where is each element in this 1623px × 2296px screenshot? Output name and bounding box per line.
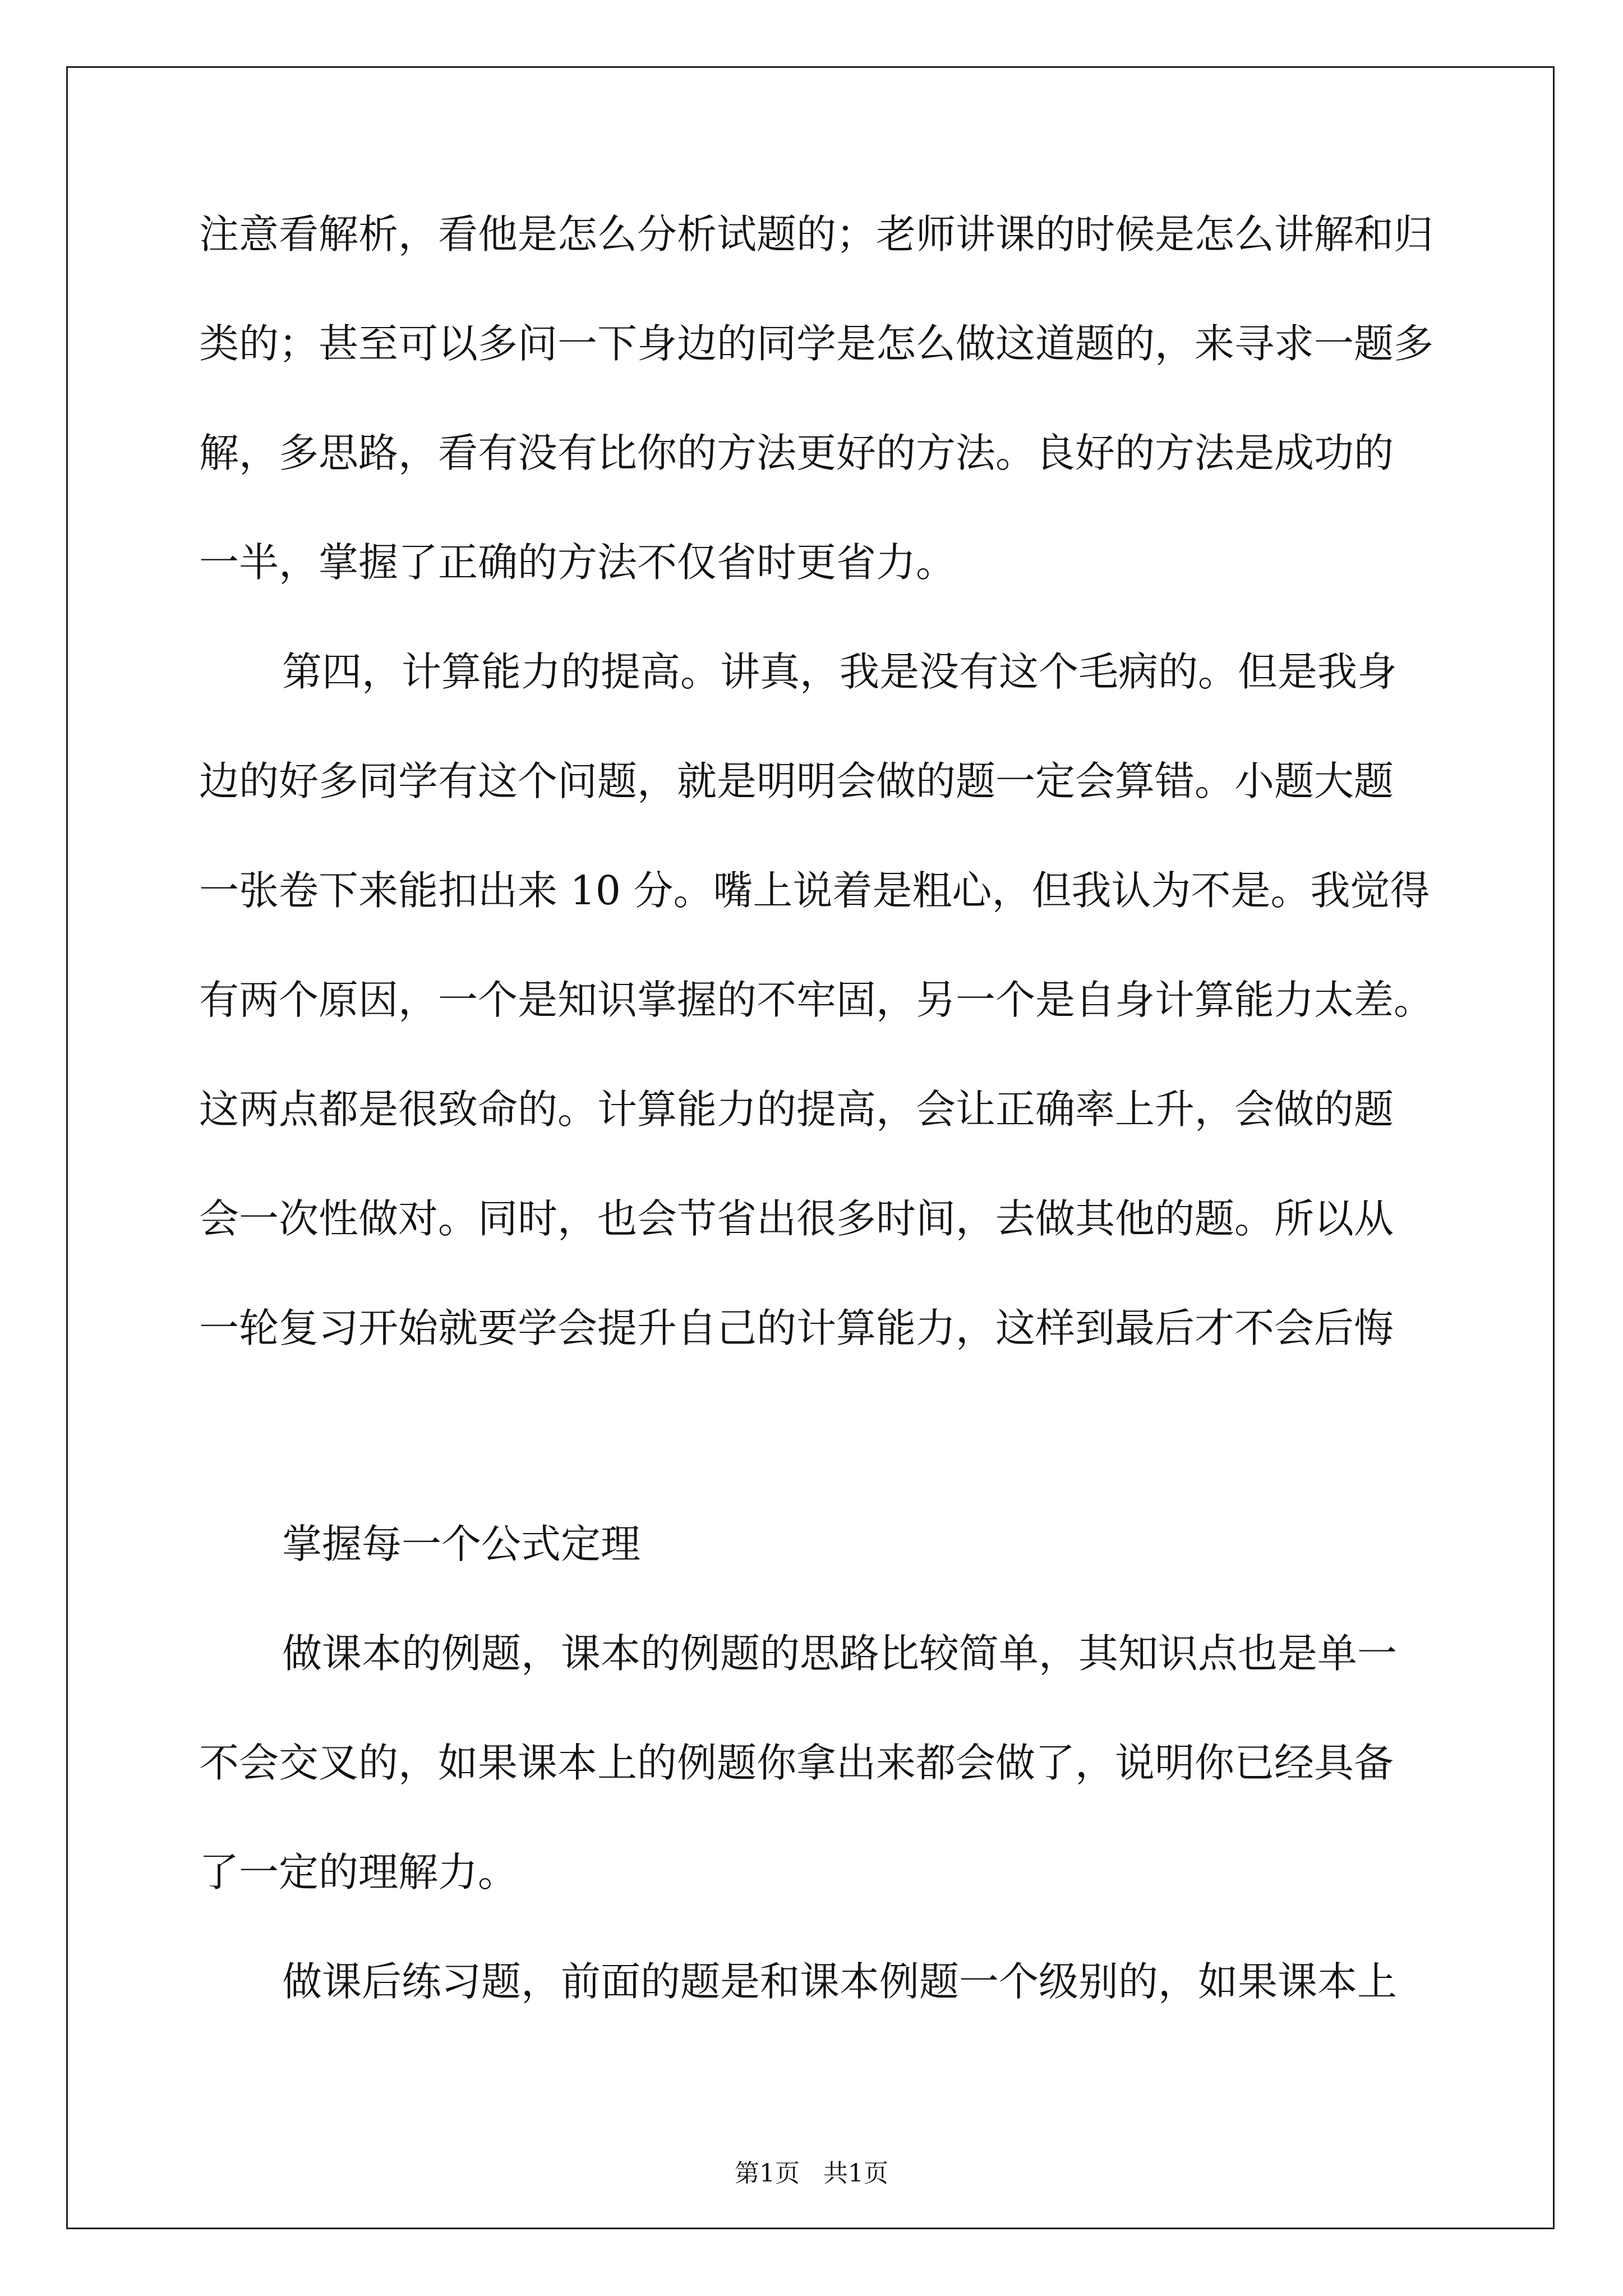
section-gap (199, 1416, 1438, 1523)
paragraph-start-line: 第四，计算能力的提高。讲真，我是没有这个毛病的。但是我身 (282, 648, 1398, 695)
body-line: 了一定的理解力。 (199, 1849, 518, 1895)
body-line: 解，多思路，看有没有比你的方法更好的方法。良好的方法是成功的 (199, 430, 1394, 476)
body-line: 注意看解析，看他是怎么分析试题的；老师讲课的时候是怎么讲解和归 (199, 211, 1434, 257)
body-line: 一半，掌握了正确的方法不仅省时更省力。 (199, 539, 956, 586)
page-footer: 第1页 共1页 (735, 2159, 888, 2188)
body-line: 一张卷下来能扣出来 10 分。嘴上说着是粗心，但我认为不是。我觉得 (199, 867, 1430, 914)
body-line: 类的；甚至可以多问一下身边的同学是怎么做这道题的，来寻求一题多 (199, 320, 1434, 367)
body-line: 这两点都是很致命的。计算能力的提高，会让正确率上升，会做的题 (199, 1086, 1394, 1133)
paragraph-start-line: 做课后练习题，前面的题是和课本例题一个级别的，如果课本上 (282, 1958, 1398, 2005)
paragraph-start-line: 做课本的例题，课本的例题的思路比较简单，其知识点也是单一 (282, 1630, 1398, 1677)
document-body (199, 213, 1438, 2070)
body-line: 一轮复习开始就要学会提升自己的计算能力，这样到最后才不会后悔 (199, 1305, 1394, 1351)
body-line: 不会交叉的，如果课本上的例题你拿出来都会做了，说明你已经具备 (199, 1740, 1394, 1786)
body-line: 会一次性做对。同时，也会节省出很多时间，去做其他的题。所以从 (199, 1195, 1394, 1242)
section-heading: 掌握每一个公式定理 (282, 1521, 641, 1567)
body-line: 边的好多同学有这个问题，就是明明会做的题一定会算错。小题大题 (199, 758, 1394, 804)
body-line: 有两个原因，一个是知识掌握的不牢固，另一个是自身计算能力太差。 (199, 977, 1434, 1023)
